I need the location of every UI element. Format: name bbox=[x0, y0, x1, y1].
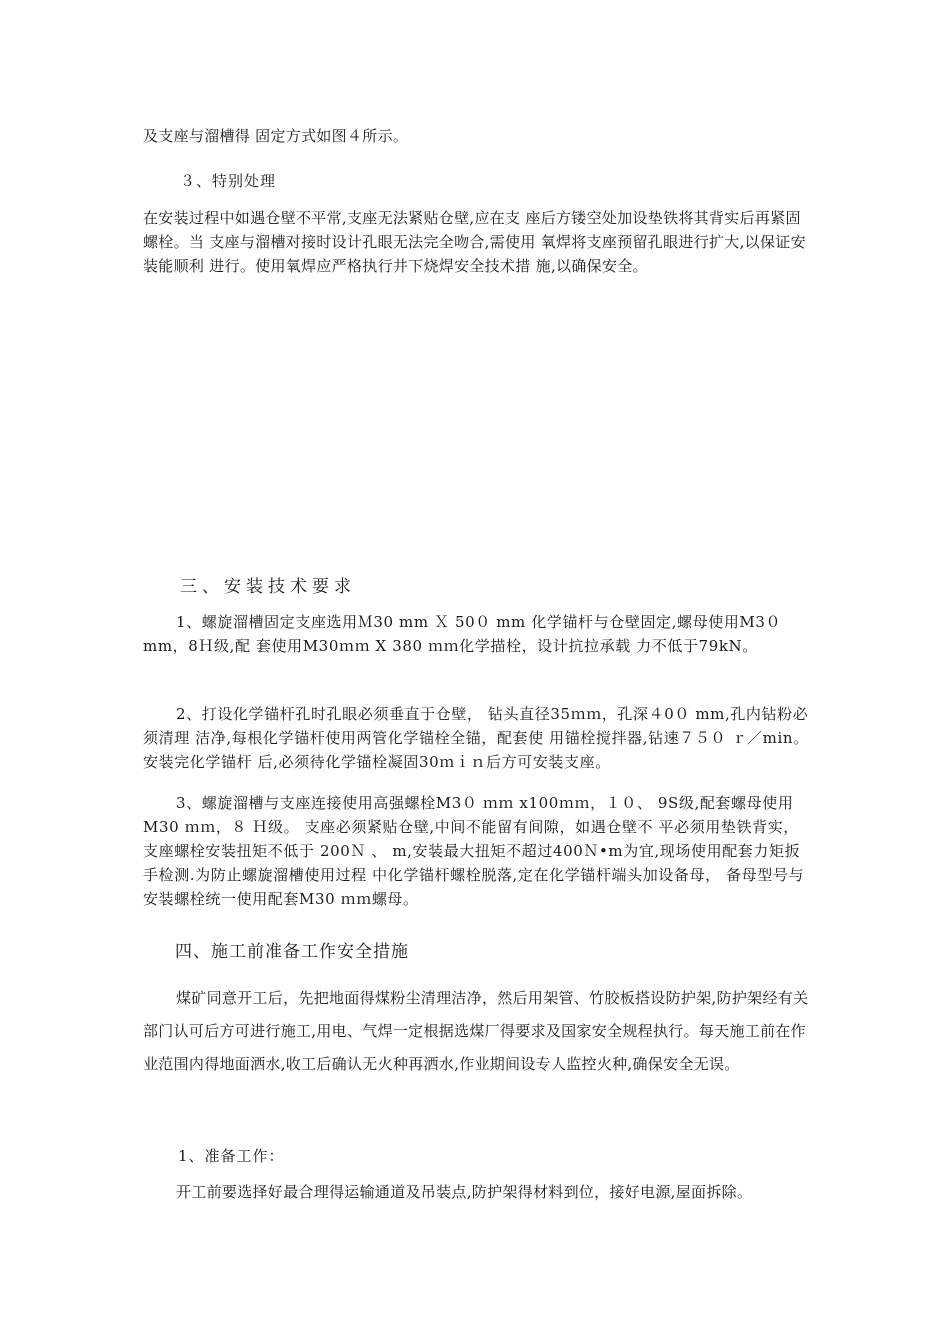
section3-item1: 1、螺旋溜槽固定支座选用Ｍ30 mm Ｘ 50０ mm 化学锚杆与仓壁固定,螺母使用M3０ mm，8Ｈ级,配 套使用M30ｍｍ X 380 ｍｍ化学描栓，设计抗拉承载 力不低于79kN。 bbox=[143, 613, 782, 655]
section4-body: 煤矿同意开工后，先把地面得煤粉尘清理洁净，然后用架管、竹胶板搭设防护架,防护架经有关部门认可后方可进行施工,用电、气焊一定根据选煤厂得要求及国家安全规程执行。每天施工前在作业范围内得地面洒水,收工后确认无火种再洒水,作业期间设专人监控火种,确保安全无误。 bbox=[143, 989, 809, 1073]
prep-body: 开工前要选择好最合理得运输通道及吊装点,防护架得材料到位，接好电源,屋面拆除。 bbox=[176, 1183, 753, 1201]
prep-heading: 1、准备工作： bbox=[178, 1147, 285, 1165]
section3-heading: 三、安装技术要求 bbox=[180, 577, 356, 597]
section3-item2: 2、打设化学锚杆孔时孔眼必须垂直于仓壁， 钻头直径35ｍｍ，孔深４0０ mm,孔内钻粉必须清理 洁净,每根化学锚杆使用两管化学锚栓全锚，配套使 用锚栓搅拌器,钻速７５０ ｒ／min。安装完化学锚杆 后,必须待化学锚栓凝固30ｍｉｎ后方可安装支座。 bbox=[143, 705, 809, 771]
special-body: 在安装过程中如遇仓壁不平常,支座无法紧贴仓壁,应在支 座后方镂空处加设垫铁将其背实后再紧固螺栓。当 支座与溜槽对接时设计孔眼无法完全吻合,需使用 氧焊将支座预留孔眼进行扩大,以保证安装能顺利 进行。使用氧焊应严格执行井下烧焊安全技术措 施,以确保安全。 bbox=[143, 209, 806, 275]
section4-heading: 四、施工前准备工作安全措施 bbox=[175, 942, 409, 962]
intro-line: 及支座与溜槽得 固定方式如图４所示。 bbox=[143, 127, 409, 145]
section3-item3: 3、螺旋溜槽与支座连接使用高强螺栓M3０ ｍｍ x100ｍｍ，１０、 9S级,配套螺母使用M30 ｍｍ，８ Ｈ级。 支座必须紧贴仓壁,中间不能留有间隙，如遇仓壁不 平必须用垫铁背实，支座螺栓安装扭矩不低于 200Ｎ 、 m,安装最大扭矩不超过400Ｎ•m为宜,现场使用配套力矩扳手检测.为防止螺旋溜槽使用过程 中化学锚杆螺栓脱落,定在化学锚杆端头加设备母， 备母型号与安装螺栓统一使用配套M30 ｍｍ螺母。 bbox=[143, 794, 805, 908]
special-heading: ３、特别处理 bbox=[180, 172, 277, 190]
